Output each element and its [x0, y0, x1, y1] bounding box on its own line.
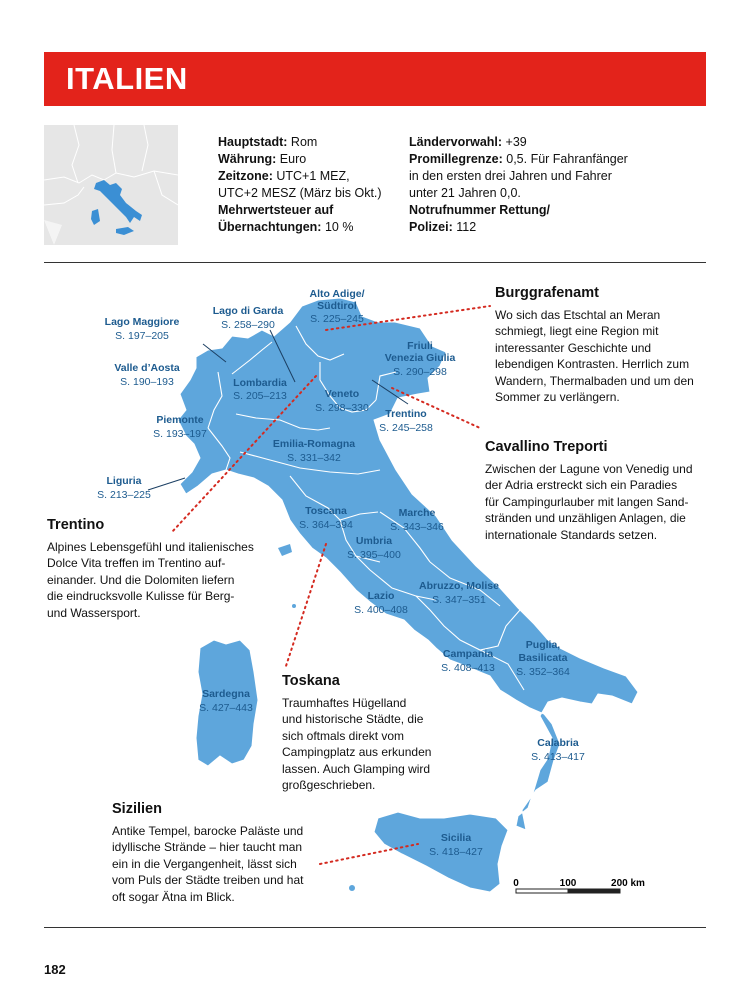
highlight-title: Trentino	[47, 517, 105, 533]
region-pages: S. 418–427	[429, 846, 483, 858]
fact-value: 112	[452, 220, 477, 234]
highlight-title: Toskana	[282, 673, 340, 689]
fact-value: 0,5. Für Fahranfänger	[502, 152, 628, 166]
region-name: Veneto	[324, 388, 360, 400]
region-pages: S. 395–400	[347, 549, 401, 561]
highlight-line: Wandern, Thermalbaden und um den	[495, 373, 694, 388]
island-dot	[292, 604, 296, 608]
region-name: Puglia,	[525, 639, 561, 651]
region-pages: S. 408–413	[441, 662, 495, 674]
region-name: Lago Maggiore	[104, 316, 180, 328]
fact-value: UTC+2 MESZ (März bis Okt.)	[218, 186, 382, 200]
region-pages: S. 364–394	[299, 519, 353, 531]
highlight-line: für Campingurlauber mit langen Sand-	[485, 494, 689, 509]
highlight-line: die eindrucksvolle Kulisse für Berg-	[47, 589, 235, 603]
bottom-divider	[44, 927, 706, 928]
fact-label: Notrufnummer Rettung/	[409, 203, 550, 217]
region-name: Lago di Garda	[212, 305, 284, 317]
region-pages: S. 413–417	[531, 751, 585, 763]
region-pages: S. 245–258	[379, 422, 433, 434]
fact-label: Mehrwertsteuer auf	[218, 203, 334, 217]
highlight-cavallino-treporti	[485, 439, 715, 543]
region-pages: S. 193–197	[153, 428, 207, 440]
highlight-line: Campingplatz aus erkunden	[282, 745, 432, 759]
highlight-title: Cavallino Treporti	[485, 439, 608, 455]
fact-value: Rom	[287, 135, 318, 149]
highlight-line: Dolce Vita treffen im Trentino auf-	[47, 556, 226, 570]
region-name: Valle d’Aosta	[114, 362, 180, 374]
highlight-toskana	[282, 673, 452, 794]
region-name: Liguria	[106, 475, 142, 487]
highlight-line: Alpines Lebensgefühl und italienisches	[47, 539, 254, 554]
scale-label: 100	[559, 878, 577, 889]
region-name: Lombardia	[233, 377, 287, 389]
region-name: Marche	[398, 507, 436, 519]
highlight-line: Sommer zu verlängern.	[495, 390, 620, 404]
fact-label: Promillegrenze:	[409, 152, 503, 166]
page-number: 182	[44, 962, 66, 977]
region-name: Alto Adige/	[309, 288, 365, 300]
highlight-line: der Adria erstreckt sich ein Paradies	[485, 478, 678, 492]
fact-label: Ländervorwahl:	[409, 135, 503, 149]
elba-island-shape	[278, 544, 292, 556]
region-name: Calabria	[537, 737, 579, 749]
fact-value: UTC+1 MEZ,	[272, 169, 350, 183]
highlight-burggrafenamt	[495, 285, 715, 406]
scale-label: 0	[513, 878, 519, 889]
fact-label: Übernachtungen:	[218, 220, 322, 234]
region-pages: S. 298–330	[315, 402, 369, 414]
fact-value: 10 %	[321, 220, 354, 234]
region-pages: S. 197–205	[115, 330, 169, 342]
region-name: Sicilia	[440, 832, 472, 844]
region-pages: S. 213–225	[97, 489, 151, 501]
region-pages: S. 190–193	[120, 376, 174, 388]
fact-value: +39	[502, 135, 527, 149]
highlight-line: Traumhaftes Hügelland	[282, 695, 407, 710]
highlight-line: Zwischen der Lagune von Venedig und	[485, 461, 693, 476]
region-name: Trentino	[385, 408, 427, 420]
region-pages: S. 347–351	[432, 594, 486, 606]
highlight-title: Sizilien	[112, 801, 162, 817]
region-name: Abruzzo, Molise	[419, 580, 499, 592]
region-pages: S. 225–245	[310, 313, 364, 325]
scale-bar	[513, 878, 645, 893]
region-pages: S. 343–346	[390, 521, 444, 533]
region-name: Umbria	[355, 535, 393, 547]
highlight-line: großgeschrieben.	[282, 778, 376, 792]
highlight-line: stränden und unzähligen Anlagen, die	[485, 511, 686, 525]
region-pages: S. 331–342	[287, 452, 341, 464]
highlight-trentino	[47, 517, 272, 621]
region-name: Campania	[442, 648, 494, 660]
highlight-line: und Wassersport.	[47, 605, 141, 620]
scale-label: 200 km	[611, 878, 645, 889]
region-name: Südtirol	[317, 300, 357, 312]
region-name: Sardegna	[202, 688, 250, 700]
island-dot	[349, 885, 355, 891]
region-pages: S. 427–443	[199, 702, 253, 714]
region-pages: S. 400–408	[354, 604, 408, 616]
fact-label: Währung:	[218, 152, 277, 166]
fact-value: unter 21 Jahren 0,0.	[409, 186, 521, 200]
region-pages: S. 258–290	[221, 319, 275, 331]
region-name: Emilia-Romagna	[272, 438, 356, 450]
highlight-line: und historische Städte, die	[282, 712, 424, 726]
highlight-line: interessanter Geschichte und	[495, 340, 652, 355]
highlight-line: lassen. Auch Glamping wird	[282, 761, 431, 776]
highlight-line: internationale Standards setzen.	[485, 527, 658, 542]
region-name: Lazio	[367, 590, 395, 602]
fact-label: Hauptstadt:	[218, 135, 288, 149]
fact-value: in den ersten drei Jahren und Fahrer	[409, 169, 612, 183]
highlight-line: idyllische Strände – hier taucht man	[112, 840, 303, 854]
highlight-line: ein in die Vergangenheit, lässt sich	[112, 856, 297, 871]
highlight-line: schmiegt, liegt eine Region mit	[495, 324, 659, 338]
highlight-line: Wo sich das Etschtal an Meran	[495, 307, 661, 322]
highlight-line: Antike Tempel, barocke Paläste und	[112, 823, 304, 838]
highlight-line: lebendigen Kontrasten. Herrlich zum	[495, 357, 690, 371]
page-title: ITALIEN	[66, 61, 188, 96]
highlight-line: vom Puls der Städte treiben und hat	[112, 873, 304, 887]
region-name: Venezia Giulia	[384, 352, 456, 364]
region-pages: S. 352–364	[516, 666, 570, 678]
region-name: Friuli	[407, 340, 433, 352]
region-pages: S. 205–213	[233, 390, 287, 402]
region-name: Toscana	[305, 505, 347, 517]
region-name: Basilicata	[518, 652, 568, 664]
region-pages: S. 290–298	[393, 366, 447, 378]
region-name: Piemonte	[156, 414, 204, 426]
fact-label: Polizei:	[409, 220, 453, 234]
highlight-title: Burggrafenamt	[495, 285, 599, 301]
highlight-sizilien	[112, 801, 327, 905]
fact-value: Euro	[276, 152, 307, 166]
highlight-line: einander. Und die Dolomiten liefern	[47, 572, 235, 587]
highlight-line: oft sogar Ätna im Blick.	[112, 889, 235, 904]
fact-label: Zeitzone:	[218, 169, 273, 183]
highlight-line: sich oftmals direkt vom	[282, 728, 405, 743]
